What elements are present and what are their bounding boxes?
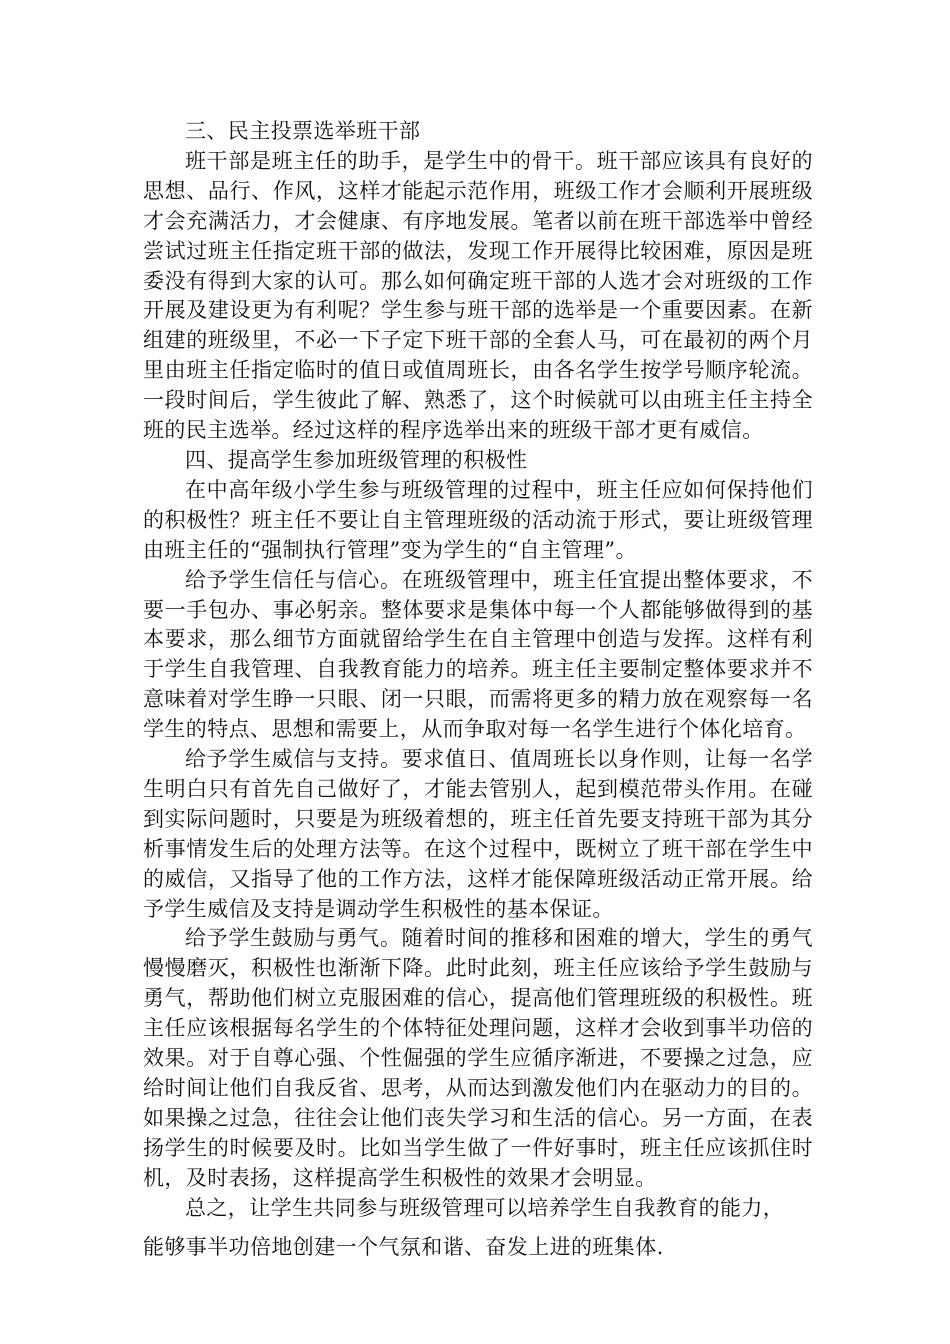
closing-paragraph-line-1: 总之，让学生共同参与班级管理可以培养学生自我教育的能力， xyxy=(185,1195,785,1220)
paragraph-prestige-and-support: 给予学生威信与支持。要求值日、值周班长以身作则，让每一名学生明白只有首先自己做好了，才能去管别人，起到模范带头作用。在碰到实际问题时，只要是为班级着想的，班主任首先要支持班干部为其分析事情发生后的处理方法等。在这个过程中，既树立了班干部在学生中的威信，又指导了他的工作方法，这样才能保障班级活动正常开展。给予学生威信及支持是调动学生积极性的基本保证。 xyxy=(143,747,813,921)
section-heading-4: 四、提高学生参加班级管理的积极性 xyxy=(185,447,528,472)
paragraph-trust-and-confidence: 给予学生信任与信心。在班级管理中，班主任宜提出整体要求，不要一手包办、事必躬亲。整体要求是集体中每一个人都能够做得到的基本要求，那么细节方面就留给学生在自主管理中创造与发挥。这样有利于学生自我管理、自我教育能力的培养。班主任主要制定整体要求并不意味着对学生睁一只眼、闭一只眼，而需将更多的精力放在观察每一名学生的特点、思想和需要上，从而争取对每一名学生进行个体化培育。 xyxy=(143,567,813,742)
paragraph-encouragement-and-courage: 给予学生鼓励与勇气。随着时间的推移和困难的增大，学生的勇气慢慢磨灭，积极性也渐渐下降。此时此刻，班主任应该给予学生鼓励与勇气，帮助他们树立克服困难的信心，提高他们管理班级的积极性。班主任应该根据每名学生的个体特征处理问题，这样才会收到事半功倍的效果。对于自尊心强、个性倔强的学生应循序渐进，不要操之过急，应给时间让他们自我反省、思考，从而达到激发他们内在驱动力的目的。如果操之过急，往往会让他们丧失学习和生活的信心。另一方面，在表扬学生的时候要及时。比如当学生做了一件好事时，班主任应该抓住时机，及时表扬，这样提高学生积极性的效果才会明显。 xyxy=(143,926,813,1190)
paragraph-class-cadre-election: 班干部是班主任的助手，是学生中的骨干。班干部应该具有良好的思想、品行、作风，这样才能起示范作用，班级工作才会顺利开展班级才会充满活力，才会健康、有序地发展。笔者以前在班干部选举中曾经尝试过班主任指定班干部的做法，发现工作开展得比较困难，原因是班委没有得到大家的认可。那么如何确定班干部的人选才会对班级的工作开展及建设更为有利呢？学生参与班干部的选举是一个重要因素。在新组建的班级里，不必一下子定下班干部的全套人马，可在最初的两个月里由班主任指定临时的值日或值周班长，由各名学生按学号顺序轮流。一段时间后，学生彼此了解、熟悉了，这个时候就可以由班主任主持全班的民主选举。经过这样的程序选举出来的班级干部才更有威信。 xyxy=(143,148,813,443)
document-body xyxy=(143,117,813,1262)
paragraph-maintain-enthusiasm: 在中高年级小学生参与班级管理的过程中，班主任应如何保持他们的积极性？班主任不要让自主管理班级的活动流于形式，要让班级管理由班主任的“强制执行管理”变为学生的“自主管理”。 xyxy=(143,477,813,562)
section-heading-3: 三、民主投票选举班干部 xyxy=(185,119,421,143)
closing-paragraph-line-2: 能够事半功倍地创建一个气氛和谐、奋发上进的班集体. xyxy=(143,1234,664,1259)
